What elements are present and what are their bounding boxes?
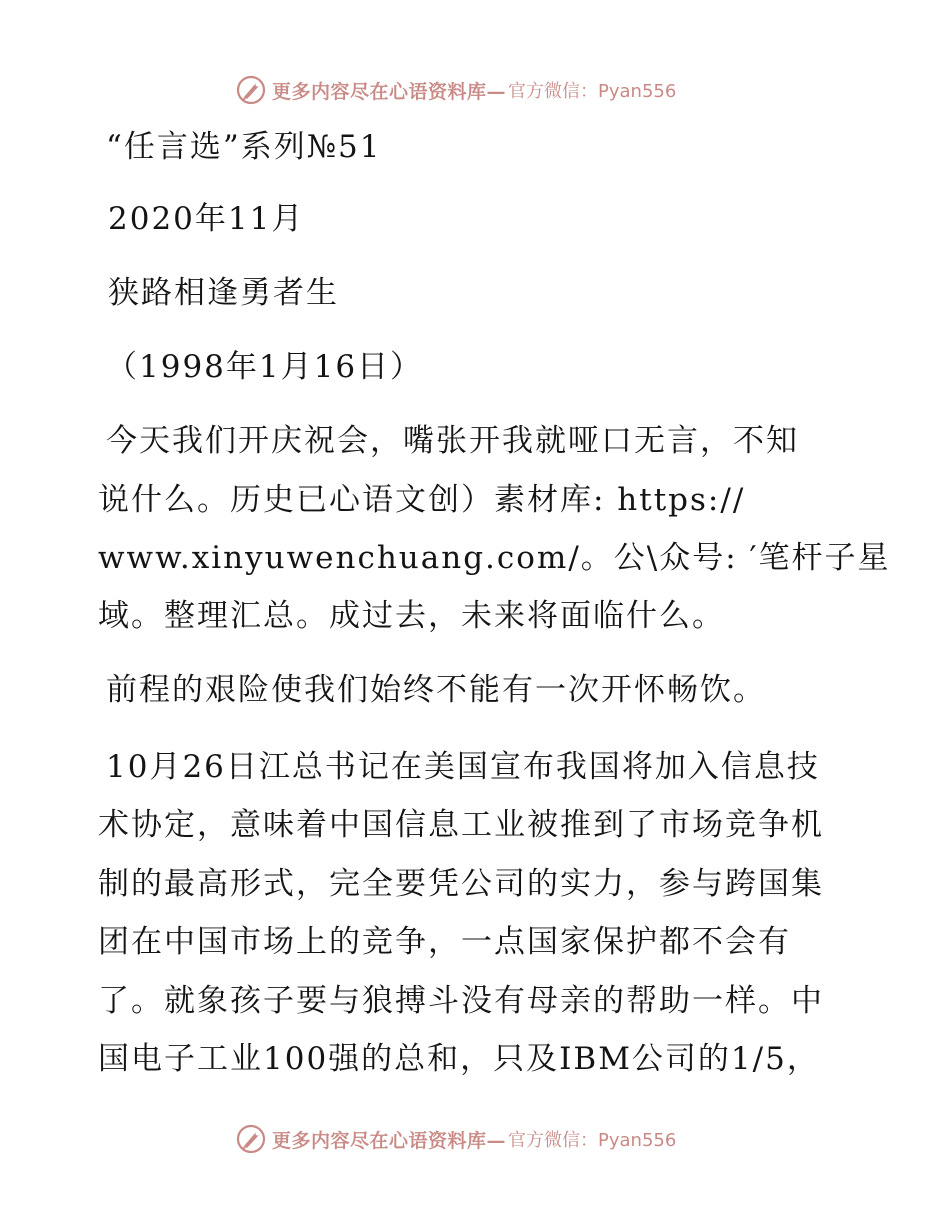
watermark-text: 更多内容尽在心语资料库— [272, 1129, 507, 1152]
series-title: “任言选”系列№51 [106, 129, 382, 165]
paragraph-1-line-3: www.xinyuwenchuang.com/。公\众号: ′笔杆子星 [98, 540, 891, 576]
paragraph-3-line-5: 了。就象孩子要与狼搏斗没有母亲的帮助一样。中 [98, 983, 824, 1019]
paragraph-2-line-1: 前程的艰险使我们始终不能有一次开怀畅饮。 [106, 672, 766, 708]
paragraph-1-line-2: 说什么。历史已心语文创）素材库: https:// [98, 482, 746, 518]
watermark-wechat: 官方微信：Pyan556 [508, 1130, 677, 1151]
pen-nib-icon [236, 1124, 266, 1154]
paragraph-3-line-1: 10月26日江总书记在美国宣布我国将加入信息技 [106, 749, 820, 785]
header-watermark [236, 73, 676, 107]
paragraph-3-line-6: 国电子工业100强的总和，只及IBM公司的1/5， [98, 1041, 820, 1077]
article-title: 狭路相逢勇者生 [108, 275, 339, 311]
paragraph-3-line-4: 团在中国市场上的竞争，一点国家保护都不会有 [98, 924, 791, 960]
paragraph-3-line-3: 制的最高形式，完全要凭公司的实力，参与跨国集 [98, 866, 824, 902]
article-date: （1998年1月16日） [106, 349, 424, 385]
watermark-wechat: 官方微信：Pyan556 [508, 81, 677, 102]
date-line: 2020年11月 [108, 201, 305, 237]
paragraph-1-line-4: 域。整理汇总。成过去，未来将面临什么。 [98, 598, 725, 634]
paragraph-1-line-1: 今天我们开庆祝会，嘴张开我就哑口无言，不知 [106, 423, 799, 459]
footer-watermark [236, 1122, 676, 1156]
watermark-text: 更多内容尽在心语资料库— [272, 80, 507, 103]
paragraph-3-line-2: 术协定，意味着中国信息工业被推到了市场竞争机 [98, 807, 824, 843]
pen-nib-icon [236, 75, 266, 105]
